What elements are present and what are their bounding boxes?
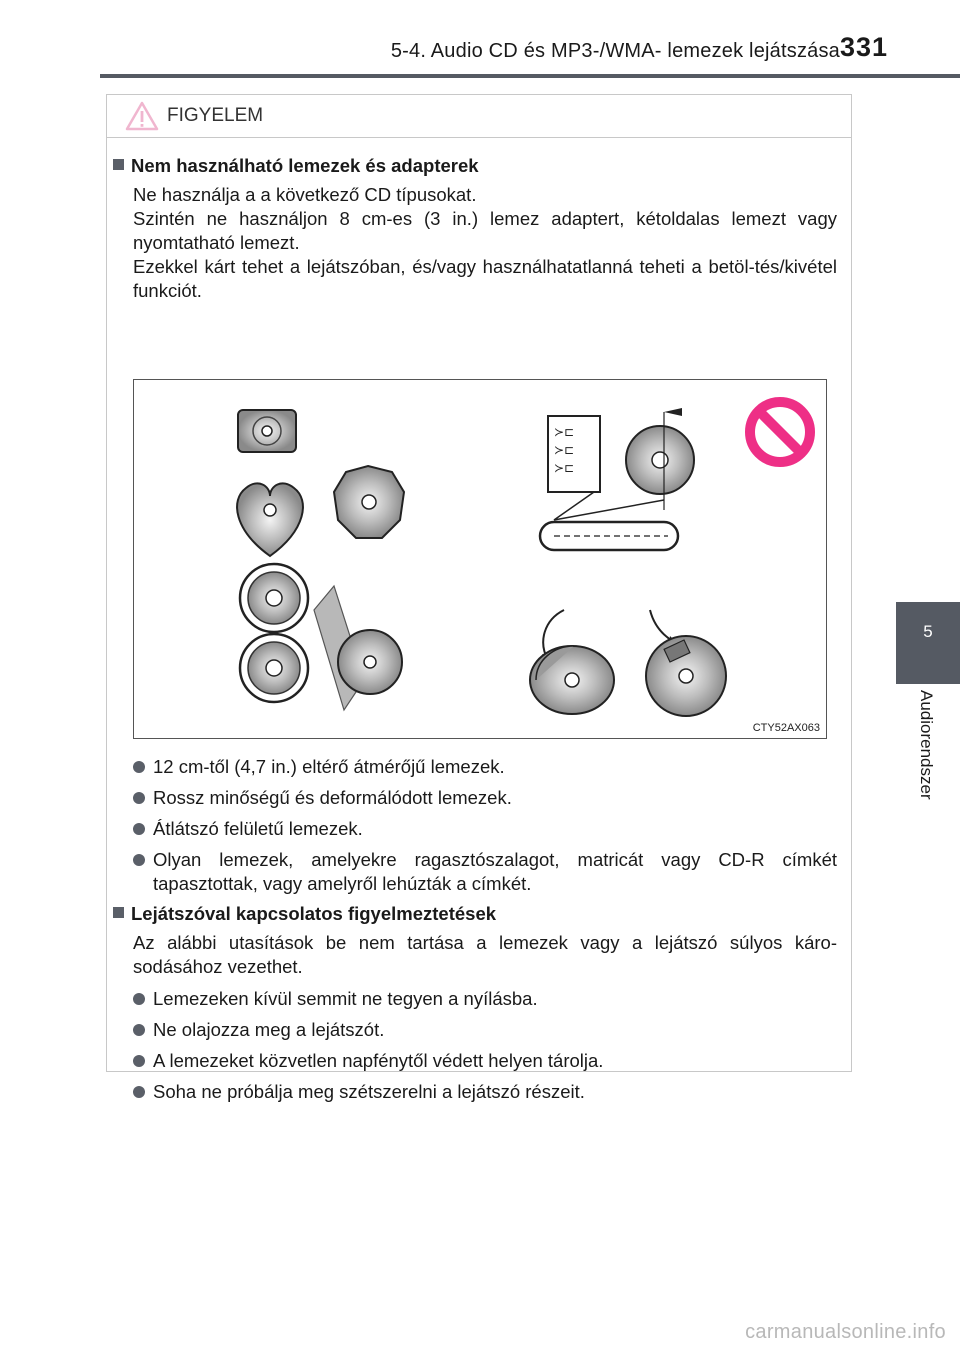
paragraph-3: Ezekkel kárt tehet a lejátszóban, és/vagy használhatatlanná teheti a betöl-tés/kivétel funkciót.	[133, 256, 837, 301]
bullet-item	[133, 848, 837, 896]
warning-triangle-icon	[125, 101, 159, 131]
section-heading-text: Lejátszóval kapcsolatos figyelmeztetések	[131, 903, 497, 924]
chapter-tab[interactable]	[896, 602, 960, 684]
discs-illustration	[134, 380, 825, 737]
section-heading-player-warnings	[113, 903, 496, 925]
svg-text:≻⊏: ≻⊏	[554, 461, 575, 475]
chapter-number: 5	[923, 622, 933, 641]
paragraph-1: Ne használja a a következő CD típusokat.	[133, 184, 477, 205]
figure-code: CTY52AX063	[752, 722, 820, 734]
prohibition-icon	[750, 402, 810, 462]
bullet-item	[133, 786, 837, 810]
section-square-icon	[113, 907, 124, 918]
chapter-label-text: Audiorendszer	[917, 690, 936, 800]
unusable-discs-figure	[133, 379, 827, 739]
bullet-text: Átlátszó felületű lemezek.	[153, 818, 363, 839]
bullet-text: Ne olajozza meg a lejátszót.	[153, 1019, 385, 1040]
bullet-dot-icon	[133, 792, 145, 804]
watermark: carmanualsonline.info	[745, 1321, 946, 1343]
page-number: 331	[839, 32, 888, 62]
bullet-item	[133, 1080, 837, 1104]
svg-text:≻⊏: ≻⊏	[554, 425, 575, 439]
warning-header	[107, 95, 851, 138]
deformed-disc-icon	[540, 408, 694, 550]
bullet-item	[133, 1049, 837, 1073]
bullet-text: Soha ne próbálja meg szétszerelni a lejátszó részeit.	[153, 1081, 585, 1102]
polygon-disc-icon	[334, 466, 404, 538]
bullet-text: Rossz minőségű és deformálódott lemezek.	[153, 787, 512, 808]
bullet-dot-icon	[133, 1024, 145, 1036]
bullet-dot-icon	[133, 823, 145, 835]
warning-box	[106, 94, 852, 1102]
bullet-text: A lemezeket közvetlen napfénytől védett helyen tárolja.	[153, 1050, 604, 1071]
bullet-item	[133, 817, 837, 841]
bullet-dot-icon	[133, 854, 145, 866]
bullet-item	[133, 987, 837, 1011]
svg-text:≻⊏: ≻⊏	[554, 443, 575, 457]
section-square-icon	[113, 159, 124, 170]
bullet-item	[133, 755, 837, 779]
header-rule	[100, 74, 960, 78]
bullet-dot-icon	[133, 993, 145, 1005]
chapter-label	[896, 690, 960, 840]
adapter-disc-icon	[240, 564, 402, 710]
bullet-text: Lemezeken kívül semmit ne tegyen a nyílásba.	[153, 988, 538, 1009]
section-heading-unusable-discs	[113, 155, 479, 177]
bullet-dot-icon	[133, 1055, 145, 1067]
peeled-label-disc-icon	[530, 610, 726, 716]
bullet-text: 12 cm-től (4,7 in.) eltérő átmérőjű lemezek.	[153, 756, 505, 777]
bullet-dot-icon	[133, 1086, 145, 1098]
warning-title: FIGYELEM	[167, 105, 264, 126]
bullet-text: Olyan lemezek, amelyekre ragasztószalagot, matricát vagy CD-R címkét tapasztottak, vagy amelyről lehúzták a címkét.	[153, 849, 837, 894]
heart-disc-icon	[237, 483, 303, 556]
section-heading-text: Nem használható lemezek és adapterek	[131, 155, 479, 176]
paragraph-2: Szintén ne használjon 8 cm-es (3 in.) lemez adaptert, kétoldalas lemezt vagy nyomtatható lemezt.	[133, 208, 837, 253]
square-disc-icon	[238, 410, 296, 452]
bullet-item	[133, 1018, 837, 1042]
bullet-dot-icon	[133, 761, 145, 773]
header-title: 5-4. Audio CD és MP3-/WMA- lemezek lejátszása	[390, 40, 840, 62]
paragraph-player-warning: Az alábbi utasítások be nem tartása a lemezek vagy a lejátszó súlyos káro-sodásához vezethet.	[133, 932, 837, 977]
